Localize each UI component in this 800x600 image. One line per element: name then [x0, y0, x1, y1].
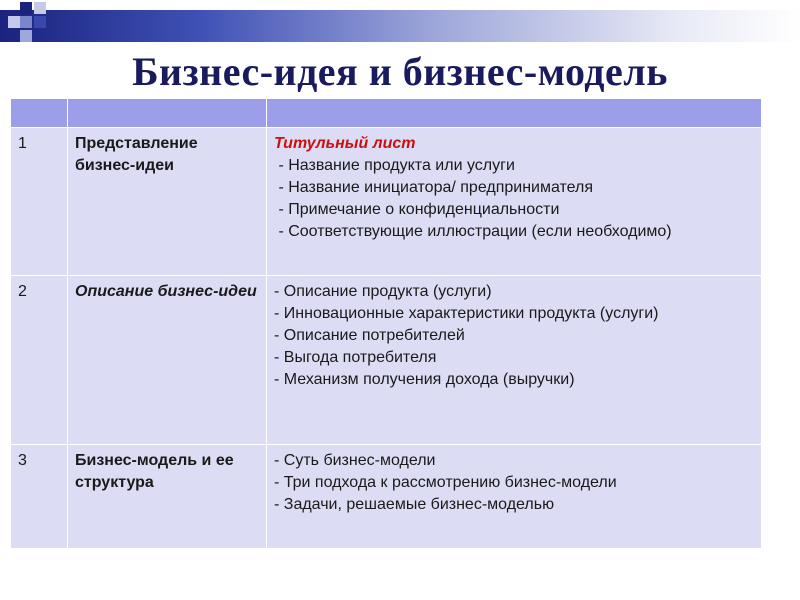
content-table: [10, 98, 762, 549]
list-item: - Название инициатора/ предпринимателя: [274, 179, 594, 196]
row-number: 3: [11, 445, 68, 549]
list-item: - Задачи, решаемые бизнес-моделью: [274, 496, 555, 513]
list-item: - Название продукта или услуги: [274, 157, 515, 174]
table-row: [11, 445, 762, 549]
list-item: - Соответствующие иллюстрации (если необходимо): [274, 223, 672, 240]
header-cell: [267, 99, 762, 128]
section-content: [267, 276, 762, 445]
page-title: Бизнес-идея и бизнес-модель: [132, 49, 668, 94]
list-item: - Суть бизнес-модели: [274, 452, 436, 469]
section-name: Бизнес-модель и ее структура: [68, 445, 267, 549]
list-item: - Три подхода к рассмотрению бизнес-модели: [274, 474, 617, 491]
list-item: - Описание продукта (услуги): [274, 283, 492, 300]
list-item: - Инновационные характеристики продукта (услуги): [274, 305, 659, 322]
list-item: - Описание потребителей: [274, 327, 465, 344]
table-row: [11, 128, 762, 276]
content-heading: Титульный лист: [274, 135, 416, 152]
list-item: - Выгода потребителя: [274, 349, 437, 366]
list-item: - Примечание о конфиденциальности: [274, 201, 560, 218]
header-cell: [68, 99, 267, 128]
header-cell: [11, 99, 68, 128]
section-name: Описание бизнес-идеи: [68, 276, 267, 445]
section-content: [267, 445, 762, 549]
list-item: - Механизм получения дохода (выручки): [274, 371, 575, 388]
header-band: [0, 10, 800, 42]
row-number: 1: [11, 128, 68, 276]
section-content: [267, 128, 762, 276]
row-number: 2: [11, 276, 68, 445]
table-row: [11, 276, 762, 445]
table-header-row: [11, 99, 762, 128]
section-name: Представление бизнес-идеи: [68, 128, 267, 276]
